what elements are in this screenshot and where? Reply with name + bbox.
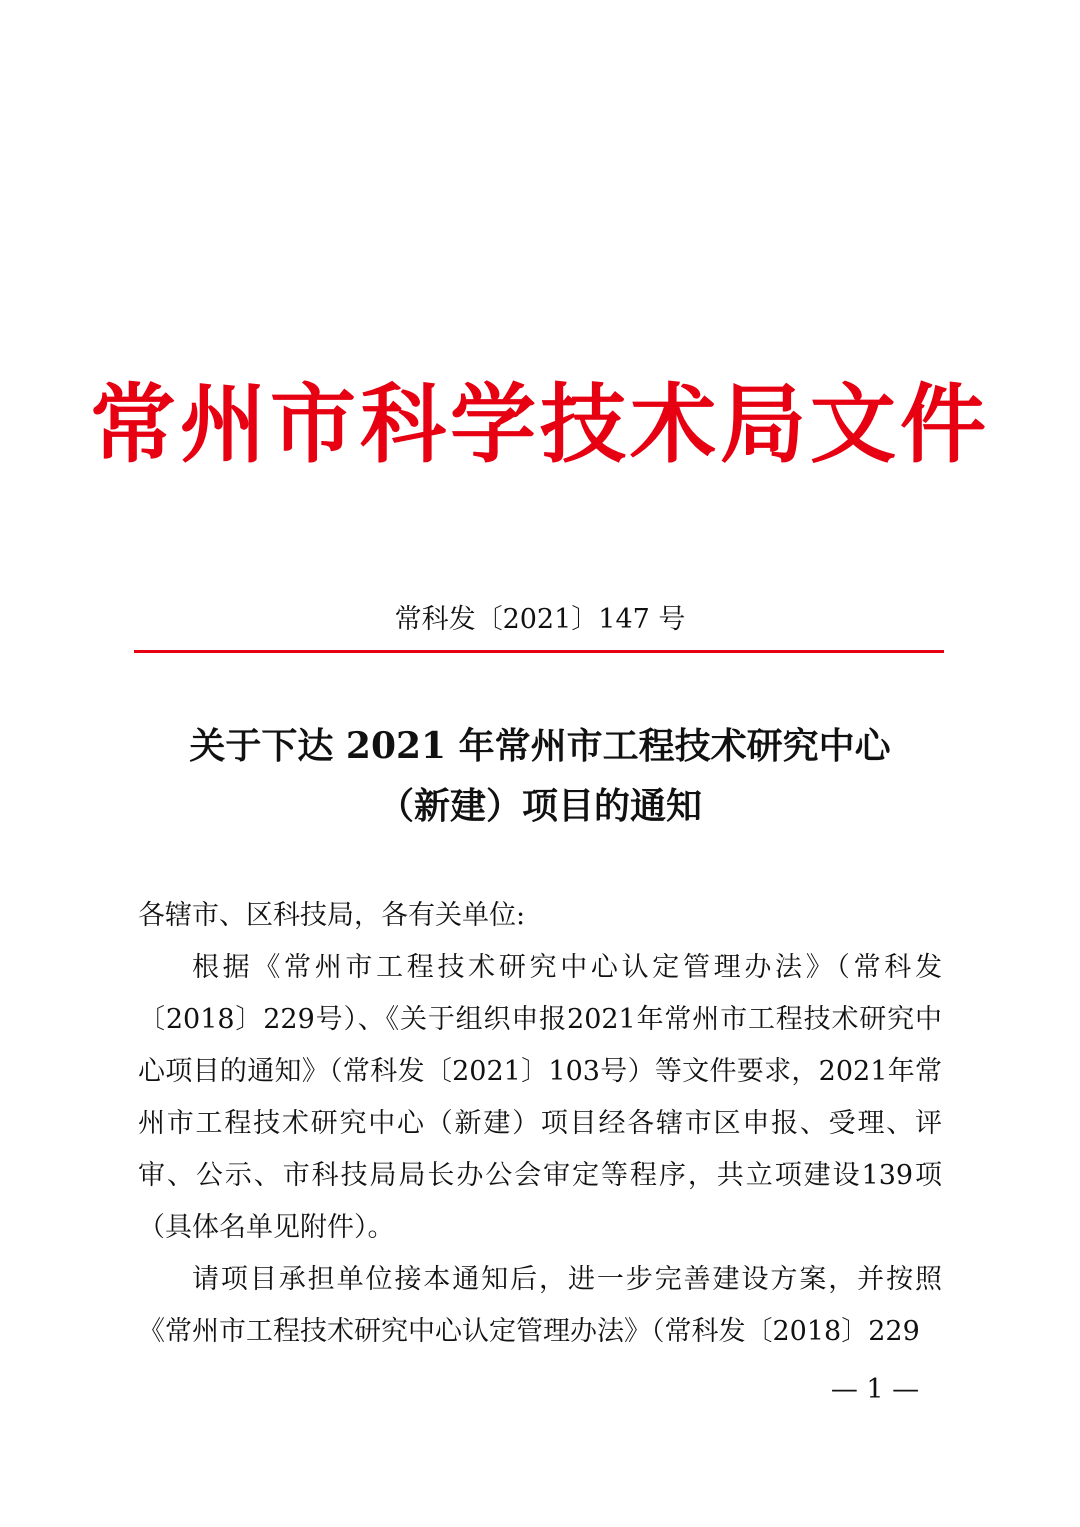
salutation: 各辖市、区科技局，各有关单位: [138, 900, 526, 931]
document-number: 常科发〔2021〕147 号 [394, 604, 686, 635]
red-divider [134, 650, 944, 653]
title-line-2: （新建）项目的通知 [377, 785, 702, 827]
document-title [0, 720, 1080, 832]
document-body [138, 890, 942, 1358]
title-line-1: 关于下达 2021 年常州市工程技术研究中心 [189, 725, 891, 767]
issuer-header: 常州市科学技术局文件 [90, 375, 990, 475]
body-paragraph-2: 请项目承担单位接本通知后，进一步完善建设方案，并按照《常州市工程技术研究中心认定管理办法》（常科发〔2018〕229 [138, 1264, 942, 1347]
page-number: — 1 — [830, 1374, 920, 1405]
body-paragraph-1: 根据《常州市工程技术研究中心认定管理办法》（常科发〔2018〕229号）、《关于组织申报2021年常州市工程技术研究中心项目的通知》（常科发〔2021〕103号）等文件要求，2021年常州市工程技术研究中心（新建）项目经各辖市区申报、受理、评审、公示、市科技局局长办公会审定等程序，共立项建设139项（具体名单见附件）。 [138, 952, 942, 1243]
